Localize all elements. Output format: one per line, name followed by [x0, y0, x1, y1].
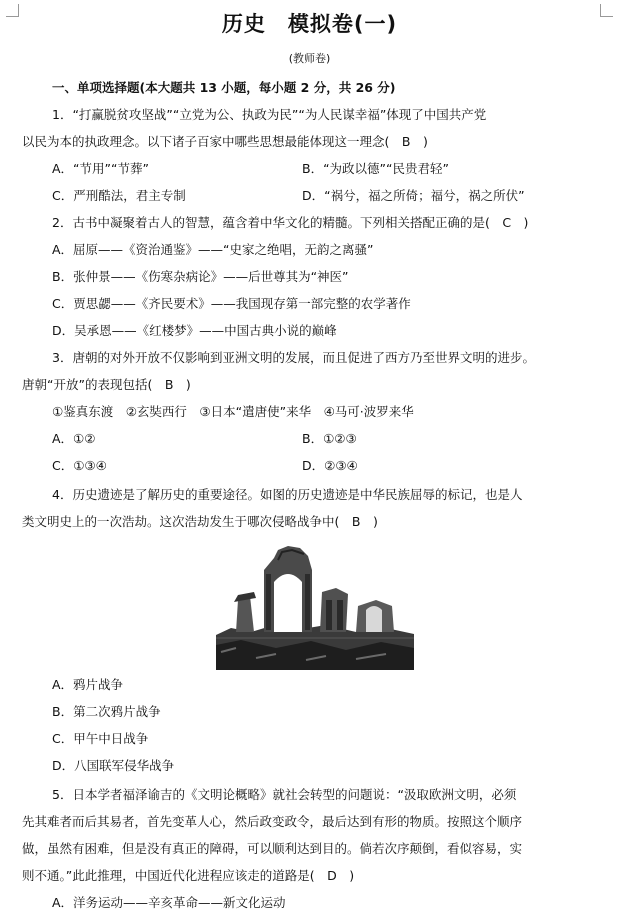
q4-stem-line2: 类文明史上的一次浩劫。这次浩劫发生于哪次侵略战争中( B ) [22, 514, 378, 529]
q5-stem-line1: 5．日本学者福泽谕吉的《文明论概略》就社会转型的问题说：“汲取欧洲文明，必须 [52, 787, 517, 802]
q3-items: ①鉴真东渡 ②玄奘西行 ③日本“遣唐使”来华 ④马可·波罗来华 [52, 404, 414, 419]
page-title: 历史 模拟卷(一) [221, 12, 398, 36]
q2-option-b: B．张仲景——《伤寒杂病论》——后世尊其为“神医” [52, 269, 349, 284]
q1-option-c: C．严刑酷法，君主专制 [52, 188, 186, 203]
q2-option-c: C．贾思勰——《齐民要术》——我国现存第一部完整的农学著作 [52, 296, 411, 311]
q1-stem-line1: 1．“打赢脱贫攻坚战”“立党为公、执政为民”“为人民谋幸福”体现了中国共产党 [52, 107, 487, 122]
q3-option-d: D．②③④ [302, 458, 358, 473]
q2-stem-line1: 2．古书中凝聚着古人的智慧，蕴含着中华文化的精髓。下列相关搭配正确的是( C ) [52, 215, 529, 230]
q4-option-b: B．第二次鸦片战争 [52, 704, 161, 719]
q3-option-c: C．①③④ [52, 458, 107, 473]
q5-option-a: A．洋务运动——辛亥革命——新文化运动 [52, 895, 286, 910]
q5-stem-line3: 做，虽然有困难，但是没有真正的障碍，可以顺利达到目的。倘若次序颠倒，看似容易，实 [22, 841, 523, 856]
q5-stem-line2: 先其难者而后其易者，首先变革人心，然后政变政令，最后达到有形的物质。按照这个顺序 [22, 814, 523, 829]
q3-stem-line1: 3．唐朝的对外开放不仅影响到亚洲文明的发展，而且促进了西方乃至世界文明的进步。 [52, 350, 535, 365]
q1-option-d: D．“祸兮，福之所倚；福兮，祸之所伏” [302, 188, 525, 203]
q4-option-d: D．八国联军侵华战争 [52, 758, 175, 773]
q5-stem-line4: 则不通。”此此推理，中国近代化进程应该走的道路是( D ) [22, 868, 355, 883]
old-summer-palace-ruins-photo [216, 540, 414, 670]
q1-option-b: B．“为政以德”“民贵君轻” [302, 161, 449, 176]
q3-option-a: A．①② [52, 431, 96, 446]
q2-option-a: A．屈原——《资治通鉴》——“史家之绝唱，无韵之离骚” [52, 242, 374, 257]
page-subtitle: (教师卷) [288, 52, 331, 65]
q1-option-a: A．“节用”“节葬” [52, 161, 149, 176]
q3-option-b: B．①②③ [302, 431, 357, 446]
q2-option-d: D．吴承恩——《红楼梦》——中国古典小说的巅峰 [52, 323, 337, 338]
q4-option-c: C．甲午中日战争 [52, 731, 149, 746]
q4-stem-line1: 4．历史遗迹是了解历史的重要途径。如图的历史遗迹是中华民族屈辱的标记，也是人 [52, 487, 523, 502]
section-heading: 一、单项选择题(本大题共 13 小题，每小题 2 分，共 26 分) [52, 80, 396, 95]
q4-option-a: A．鸦片战争 [52, 677, 124, 692]
q3-stem-line2: 唐朝“开放”的表现包括( B ) [22, 377, 191, 392]
q1-stem-line2: 以民为本的执政理念。以下诸子百家中哪些思想最能体现这一理念( B ) [22, 134, 428, 149]
